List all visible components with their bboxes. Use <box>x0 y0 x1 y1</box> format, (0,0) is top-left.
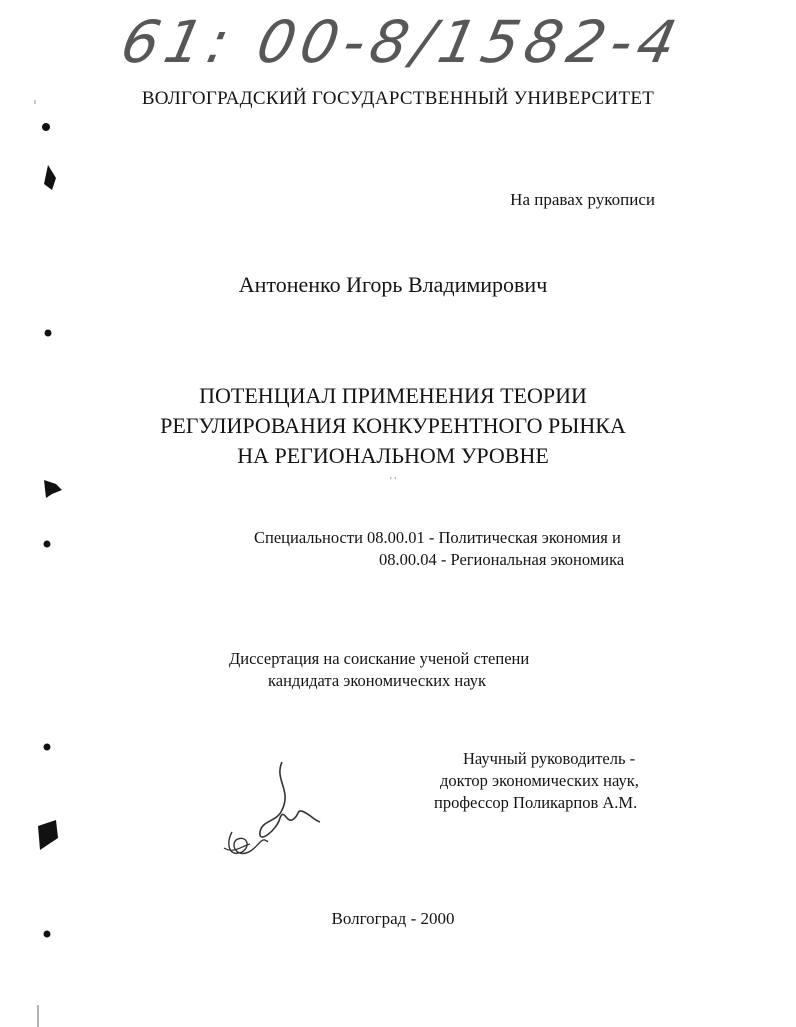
title-line: РЕГУЛИРОВАНИЯ КОНКУРЕНТНОГО РЫНКА <box>160 413 626 438</box>
title-line: ПОТЕНЦИАЛ ПРИМЕНЕНИЯ ТЕОРИИ <box>199 383 587 408</box>
archive-code-handwritten: 61: 00-8/1582-4 <box>115 8 689 76</box>
rights-note: На правах рукописи <box>510 190 655 209</box>
degree-line: Диссертация на соискание ученой степени <box>229 649 530 668</box>
place-and-year: Волгоград - 2000 <box>331 909 455 928</box>
specialty-block <box>254 527 624 571</box>
signature-image <box>222 760 332 870</box>
degree-line: кандидата экономических наук <box>268 671 487 690</box>
specialty-line: 08.00.04 - Региональная экономика <box>379 550 625 569</box>
university-name: ВОЛГОГРАДСКИЙ ГОСУДАРСТВЕННЫЙ УНИВЕРСИТЕТ <box>141 88 655 109</box>
title-line: НА РЕГИОНАЛЬНОМ УРОВНЕ <box>237 443 549 468</box>
specialty-line: Специальности 08.00.01 - Политическая экономия и <box>254 528 621 547</box>
advisor-line: Научный руководитель - <box>463 749 636 768</box>
author-name: Антоненко Игорь Владимирович <box>238 272 548 297</box>
dissertation-title <box>0 381 786 471</box>
scan-margin-marks <box>0 0 80 1027</box>
advisor-block <box>434 748 639 814</box>
scan-speck: ' ' <box>390 476 397 487</box>
degree-block <box>229 648 529 692</box>
advisor-line: профессор Поликарпов А.М. <box>434 793 638 812</box>
advisor-line: доктор экономических наук, <box>440 771 639 790</box>
